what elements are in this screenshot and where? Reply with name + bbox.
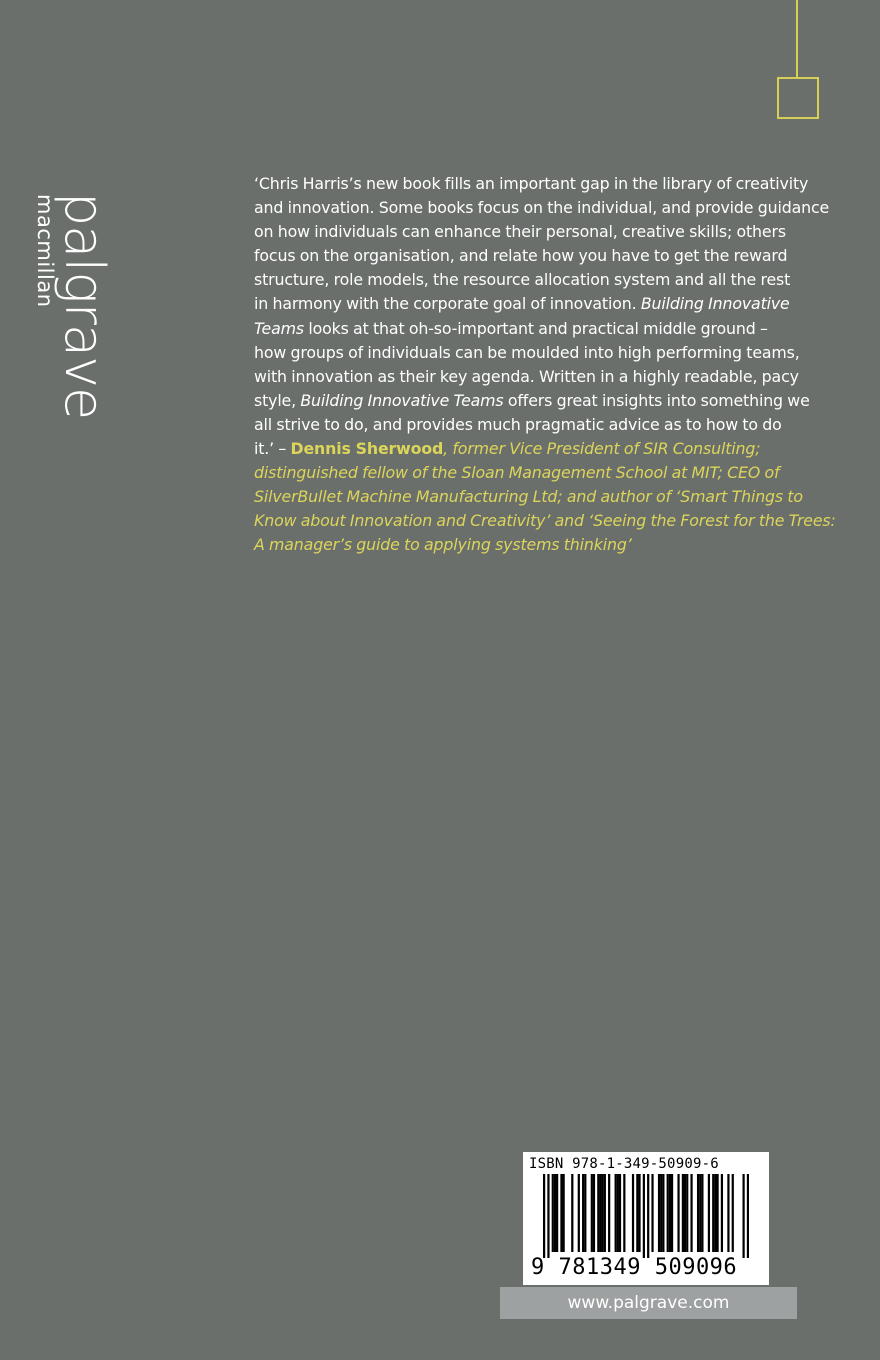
barcode-bar [667,1174,669,1252]
book-title: Teams [254,318,304,338]
publisher-website: www.palgrave.com [500,1287,797,1319]
barcode-bar [742,1174,744,1258]
barcode-bar [658,1174,660,1252]
endorser-credentials: Know about Innovation and Creativity’ and ‘Seeing the Forest for the Trees: [254,511,836,531]
endorser-credentials: distinguished fellow of the Sloan Management School at MIT; CEO of [254,463,780,483]
barcode-bar [543,1174,545,1258]
blurb-line: focus on the organisation, and relate how you have to get the reward [254,246,788,266]
barcode-bar [669,1174,671,1252]
barcode-bar [593,1174,595,1252]
blurb-line: structure, role models, the resource allocation system and all the rest [254,270,791,290]
barcode-bar [560,1174,562,1252]
barcode-bar [617,1174,619,1252]
barcode-bar [604,1174,606,1252]
blurb-line: on how individuals can enhance their personal, creative skills; others [254,222,786,242]
barcode-bar [584,1174,586,1252]
endorser-credentials: SilverBullet Machine Manufacturing Ltd; and author of ‘Smart Things to [254,487,803,507]
blurb-text: in harmony with the corporate goal of innovation. [254,294,641,314]
barcode-bar [699,1174,701,1252]
barcode-bar [732,1174,734,1252]
barcode-bar [597,1174,599,1252]
accent-square [777,77,819,119]
accent-line [796,0,798,78]
barcode-bar [615,1174,617,1252]
endorser-name: Dennis Sherwood [290,439,444,459]
barcode-bar [647,1174,649,1258]
blurb-text: it.’ – [254,439,291,459]
isbn-barcode [523,1152,769,1285]
barcode-bar [571,1174,573,1252]
barcode-bar [686,1174,688,1252]
barcode-bar [701,1174,703,1252]
barcode-bar [591,1174,593,1252]
barcode-bar [599,1174,601,1252]
blurb-line: with innovation as their key agenda. Written in a highly readable, pacy [254,366,799,386]
logo-wordmark: palgrave [53,192,116,420]
barcode-bar [578,1174,580,1252]
barcode-bar [608,1174,610,1252]
blurb-text: offers great insights into something we [503,390,810,410]
barcode-bars [543,1174,749,1258]
barcode-bar [556,1174,558,1252]
barcode-bar [660,1174,662,1252]
barcode-bar [690,1174,692,1252]
blurb-line: all strive to do, and provides much pragmatic advice as to how to do [254,414,782,434]
endorser-credentials: , former Vice President of SIR Consulting; [443,439,761,459]
barcode-bar [632,1174,634,1252]
blurb-text: style, [254,390,301,410]
barcode-bar [677,1174,679,1252]
barcode-bar [636,1174,638,1252]
barcode-bar [623,1174,625,1252]
barcode-bar [582,1174,584,1252]
barcode-bar [721,1174,723,1252]
book-title: Building Innovative Teams [300,390,504,410]
barcode-bar [727,1174,729,1252]
barcode-bar [671,1174,673,1252]
barcode-bar [547,1174,549,1258]
barcode-bar [708,1174,710,1252]
barcode-bar [684,1174,686,1252]
barcode-bar [682,1174,684,1252]
barcode-bar [712,1174,714,1252]
barcode-bar [662,1174,664,1252]
blurb-text: looks at that oh-so-important and practical middle ground – [303,318,768,338]
barcode-bar [747,1174,749,1258]
blurb-line: how groups of individuals can be moulded into high performing teams, [254,342,800,362]
barcode-bar [651,1174,653,1252]
isbn-label: ISBN 978-1-349-50909-6 [529,1156,719,1172]
blurb-line [254,437,824,461]
blurb-line: and innovation. Some books focus on the individual, and provide guidance [254,198,830,218]
barcode-bar [554,1174,556,1252]
endorsement-blurb [254,172,836,558]
blurb-line [254,317,824,341]
barcode-bar [638,1174,640,1252]
publisher-logo [33,192,116,420]
book-title: Building Innovative [640,294,790,314]
barcode-bar [714,1174,716,1252]
barcode-bar [602,1174,604,1252]
barcode-bar [563,1174,565,1252]
barcode-digits: 9 781349 509096 [531,1255,738,1280]
barcode-bar [697,1174,699,1252]
logo-subtitle: macmillan [33,194,57,308]
barcode-bar [716,1174,718,1252]
endorser-credentials: A manager’s guide to applying systems thinking’ [254,535,632,555]
barcode-bar [643,1174,645,1258]
blurb-line: ‘Chris Harris’s new book fills an important gap in the library of creativity [254,174,809,193]
blurb-line [254,389,824,413]
barcode-bar [552,1174,554,1252]
blurb-line [254,292,824,316]
barcode-bar [619,1174,621,1252]
